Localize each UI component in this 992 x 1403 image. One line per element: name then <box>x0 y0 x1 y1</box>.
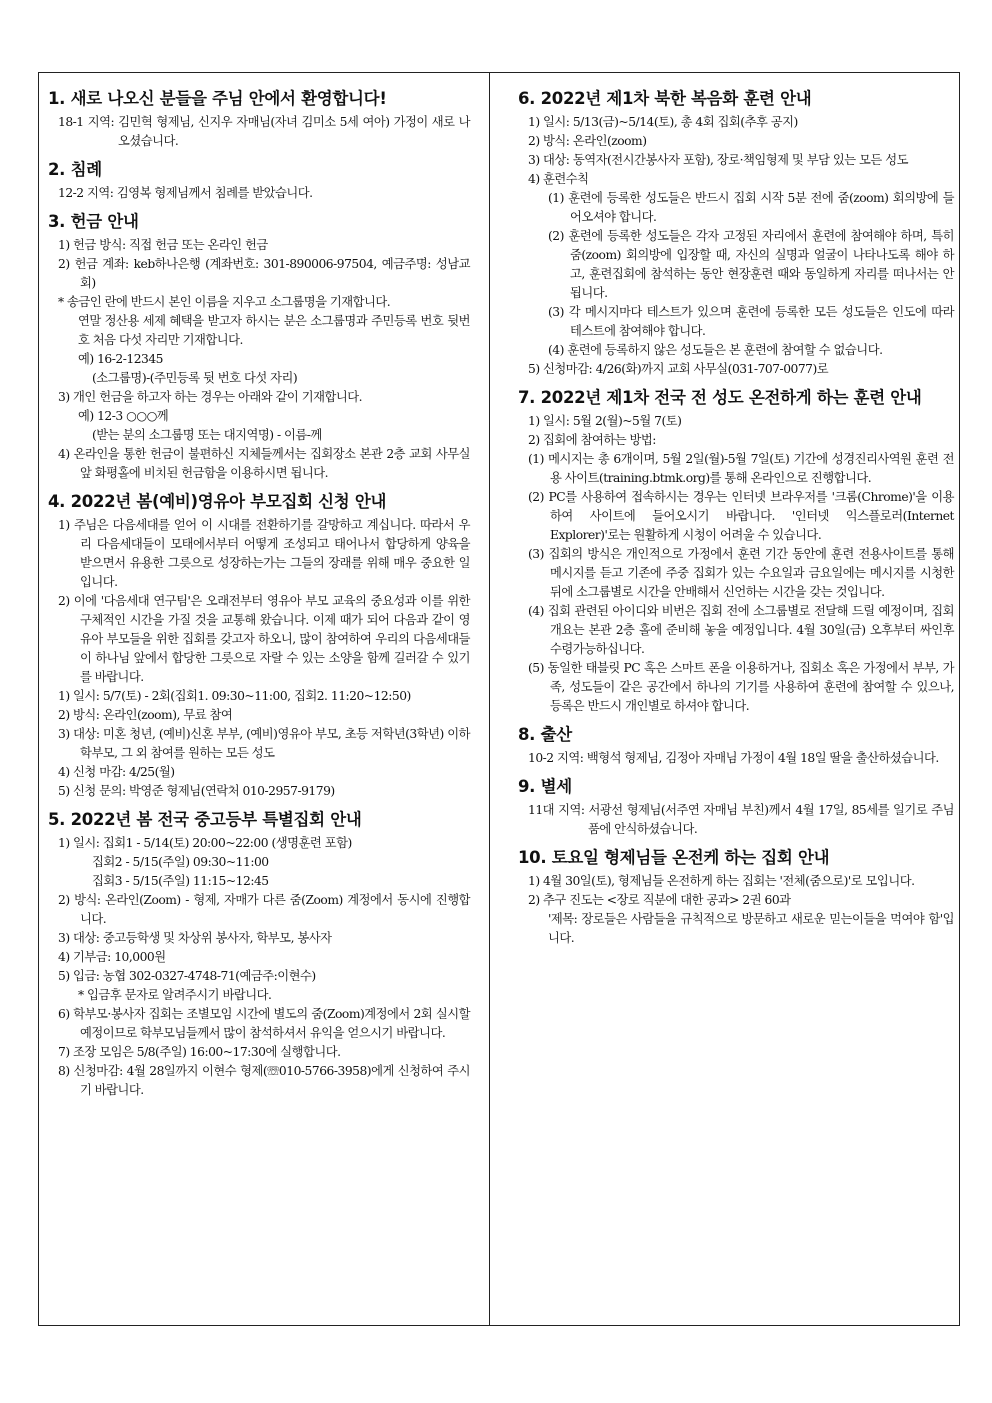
section-item: 3) 대상: 미혼 청년, (예비)신혼 부부, (예비)영유아 부모, 초등 저학년(3학년) 이하 학부모, 그 외 참여를 원하는 모든 성도 <box>58 727 470 760</box>
section-item: 5) 신청마감: 4/26(화)까지 교회 사무실(031-707-0077)로 <box>528 362 829 376</box>
section-item: 예) 12-3 ○○○께 <box>78 409 169 423</box>
section-item: 1) 일시: 집회1 - 5/14(토) 20:00~22:00 (생명훈련 포함) <box>58 836 352 850</box>
section-item: 2) 방식: 온라인(zoom) <box>528 134 647 148</box>
section-item: 4) 기부금: 10,000원 <box>58 950 166 964</box>
section-item: 예) 16-2-12345 <box>78 352 163 366</box>
announcement-section <box>48 809 470 1100</box>
section-item: 1) 일시: 5/13(금)~5/14(토), 총 4회 집회(추후 공지) <box>528 115 798 129</box>
section-title: 2. 침례 <box>48 160 102 179</box>
announcement-section <box>518 776 954 839</box>
left-column <box>48 88 470 1108</box>
section-item: (2) PC를 사용하여 접속하시는 경우는 인터넷 브라우저를 '크롬(Chrome)'을 이용하여 사이트에 들어오시기 바랍니다. '인터넷 익스플로러(Internet Explorer)'로는 원활하게 시청이 어려울 수 있습니다. <box>528 490 954 542</box>
section-title: 8. 출산 <box>518 725 572 744</box>
section-item: 10-2 지역: 백형석 형제님, 김정아 자매님 가정이 4월 18일 딸을 출산하셨습니다. <box>528 751 939 765</box>
section-item: 2) 이에 '다음세대 연구팀'은 오래전부터 영유아 부모 교육의 중요성과 이를 위한 구체적인 시간을 가질 것을 교통해 왔습니다. 이제 때가 되어 다음과 같이 영유아 부모들을 위한 집회를 갖고자 하오니, 많이 참여하여 우리의 다음세대들이 하나님 앞에서 합당한 그릇으로 자랄 수 있는 소양을 함께 길러갈 수 있기를 바랍니다. <box>58 594 470 684</box>
section-item: * 송금인 란에 반드시 본인 이름을 지우고 소그룹명을 기재합니다. <box>58 295 391 309</box>
section-item: 7) 조장 모임은 5/8(주일) 16:00~17:30에 실행합니다. <box>58 1045 341 1059</box>
section-item: (4) 집회 관련된 아이디와 비번은 집회 전에 소그룹별로 전달해 드릴 예정이며, 집회 개요는 본관 2층 홀에 준비해 놓을 예정입니다. 4월 30일(금) 오후부터 싸인후 수령가능하십니다. <box>528 604 954 656</box>
section-item: (3) 집회의 방식은 개인적으로 가정에서 훈련 기간 동안에 훈련 전용사이트를 통해 메시지를 듣고 기존에 주중 집회가 있는 수요일과 금요일에는 메시지를 시청한 뒤에 소그룹별로 시간을 안배해서 신언하는 시간을 갖는 것입니다. <box>528 547 954 599</box>
section-item: 5) 입금: 농협 302-0327-4748-71(예금주:이현수) <box>58 969 316 983</box>
section-title: 10. 토요일 형제님들 온전케 하는 집회 안내 <box>518 848 830 867</box>
section-item: 2) 방식: 온라인(zoom), 무료 참여 <box>58 708 233 722</box>
section-item: 18-1 지역: 김민혁 형제님, 신지우 자매님(자녀 김미소 5세 여아) 가정이 새로 나오셨습니다. <box>58 115 470 148</box>
announcement-section <box>518 387 954 716</box>
announcement-section <box>518 847 954 948</box>
section-item: (2) 훈련에 등록한 성도들은 각자 고정된 자리에서 훈련에 참여해야 하며, 특히 줌(zoom) 회의방에 입장할 때, 자신의 실명과 얼굴이 나타나도록 해야 하고, 훈련집회에 참석하는 동안 현장훈련 때와 동일하게 자리를 떠나서는 안 됩니다. <box>548 229 954 300</box>
section-item: (5) 동일한 태블릿 PC 혹은 스마트 폰을 이용하거나, 집회소 혹은 가정에서 부부, 가족, 성도들이 같은 공간에서 하나의 기기를 사용하여 훈련에 참여할 수 있으나, 등록은 반드시 개인별로 하셔야 합니다. <box>528 661 954 713</box>
section-item: (받는 분의 소그룹명 또는 대지역명) - 이름-께 <box>92 428 322 442</box>
section-item: 12-2 지역: 김영복 형제님께서 침례를 받았습니다. <box>58 186 313 200</box>
section-item: (3) 각 메시지마다 테스트가 있으며 훈련에 등록한 모든 성도들은 인도에 따라 테스트에 참여해야 합니다. <box>548 305 954 338</box>
section-item: 4) 신청 마감: 4/25(월) <box>58 765 175 779</box>
announcement-section <box>48 88 470 151</box>
section-title: 1. 새로 나오신 분들을 주님 안에서 환영합니다! <box>48 89 387 108</box>
section-item: 2) 방식: 온라인(Zoom) - 형제, 자매가 다른 줌(Zoom) 계정에서 동시에 진행합니다. <box>58 893 470 926</box>
section-title: 4. 2022년 봄(예비)영유아 부모집회 신청 안내 <box>48 492 387 511</box>
announcement-section <box>48 491 470 801</box>
section-item: 집회2 - 5/15(주일) 09:30~11:00 <box>92 855 269 869</box>
announcement-section <box>518 88 954 379</box>
section-item: 연말 정산용 세제 혜택을 받고자 하시는 분은 소그룹명과 주민등록 번호 뒷번호 처음 다섯 자리만 기재합니다. <box>78 314 470 347</box>
section-item: 2) 추구 진도는 <장로 직분에 대한 공과> 2권 60과 <box>528 893 791 907</box>
section-title: 7. 2022년 제1차 전국 전 성도 온전하게 하는 훈련 안내 <box>518 388 922 407</box>
section-item: 1) 4월 30일(토), 형제님들 온전하게 하는 집회는 '전체(줌으로)'로 모입니다. <box>528 874 915 888</box>
section-item: * 입금후 문자로 알려주시기 바랍니다. <box>78 988 272 1002</box>
section-title: 5. 2022년 봄 전국 중고등부 특별집회 안내 <box>48 810 362 829</box>
column-divider <box>489 72 490 1326</box>
announcement-section <box>48 211 470 483</box>
section-title: 3. 헌금 안내 <box>48 212 139 231</box>
section-item: 3) 개인 헌금을 하고자 하는 경우는 아래와 같이 기재합니다. <box>58 390 363 404</box>
announcement-section <box>48 159 470 203</box>
section-item: (1) 훈련에 등록한 성도들은 반드시 집회 시작 5분 전에 줌(zoom) 회의방에 들어오셔야 합니다. <box>548 191 954 224</box>
section-item: 1) 일시: 5/7(토) - 2회(집회1. 09:30~11:00, 집회2. 11:20~12:50) <box>58 689 411 703</box>
section-item: (1) 메시지는 총 6개이며, 5월 2일(월)-5월 7일(토) 기간에 성경진리사역원 훈련 전용 사이트(training.btmk.org)를 통해 온라인으로 진행합니다. <box>528 452 954 485</box>
section-item: 1) 주님은 다음세대를 얻어 이 시대를 전환하기를 갈망하고 계십니다. 따라서 우리 다음세대들이 모태에서부터 어떻게 조성되고 태어나서 합당하게 양육을 받으면서 유용한 그릇으로 성장하는가는 그들의 장래를 위해 매우 중요한 일입니다. <box>58 518 470 589</box>
section-item: 5) 신청 문의: 박영준 형제님(연락처 010-2957-9179) <box>58 784 335 798</box>
section-item: (소그룹명)-(주민등록 뒷 번호 다섯 자리) <box>92 371 298 385</box>
section-item: 11대 지역: 서광선 형제님(서주연 자매님 부친)께서 4월 17일, 85세를 일기로 주님 품에 안식하셨습니다. <box>528 803 954 836</box>
section-item: 3) 대상: 중고등학생 및 차상위 봉사자, 학부모, 봉사자 <box>58 931 332 945</box>
section-item: 4) 훈련수칙 <box>528 172 589 186</box>
section-item: 2) 집회에 참여하는 방법: <box>528 433 656 447</box>
right-column <box>518 88 954 956</box>
section-item: 6) 학부모·봉사자 집회는 조별모임 시간에 별도의 줌(Zoom)계정에서 2회 실시할 예정이므로 학부모님들께서 많이 참석하셔서 유익을 얻으시기 바랍니다. <box>58 1007 470 1040</box>
section-item: '제목: 장로들은 사람들을 규칙적으로 방문하고 새로운 믿는이들을 먹여야 함'입니다. <box>548 912 954 945</box>
section-item: 1) 헌금 방식: 직접 헌금 또는 온라인 헌금 <box>58 238 268 252</box>
section-item: 3) 대상: 동역자(전시간봉사자 포함), 장로·책임형제 및 부담 있는 모든 성도 <box>528 153 908 167</box>
announcement-section <box>518 724 954 768</box>
section-item: 집회3 - 5/15(주일) 11:15~12:45 <box>92 874 269 888</box>
section-title: 9. 별세 <box>518 777 572 796</box>
section-title: 6. 2022년 제1차 북한 복음화 훈련 안내 <box>518 89 812 108</box>
section-item: 2) 헌금 계좌: keb하나은행 (계좌번호: 301-890006-97504, 예금주명: 성남교회) <box>58 257 470 290</box>
section-item: (4) 훈련에 등록하지 않은 성도들은 본 훈련에 참여할 수 없습니다. <box>548 343 883 357</box>
section-item: 8) 신청마감: 4월 28일까지 이현수 형제(☏010-5766-3958)에게 신청하여 주시기 바랍니다. <box>58 1064 470 1097</box>
section-item: 4) 온라인을 통한 헌금이 불편하신 지체들께서는 집회장소 본관 2층 교회 사무실 앞 화평홀에 비치된 헌금함을 이용하시면 됩니다. <box>58 447 470 480</box>
section-item: 1) 일시: 5월 2(월)~5월 7(토) <box>528 414 682 428</box>
